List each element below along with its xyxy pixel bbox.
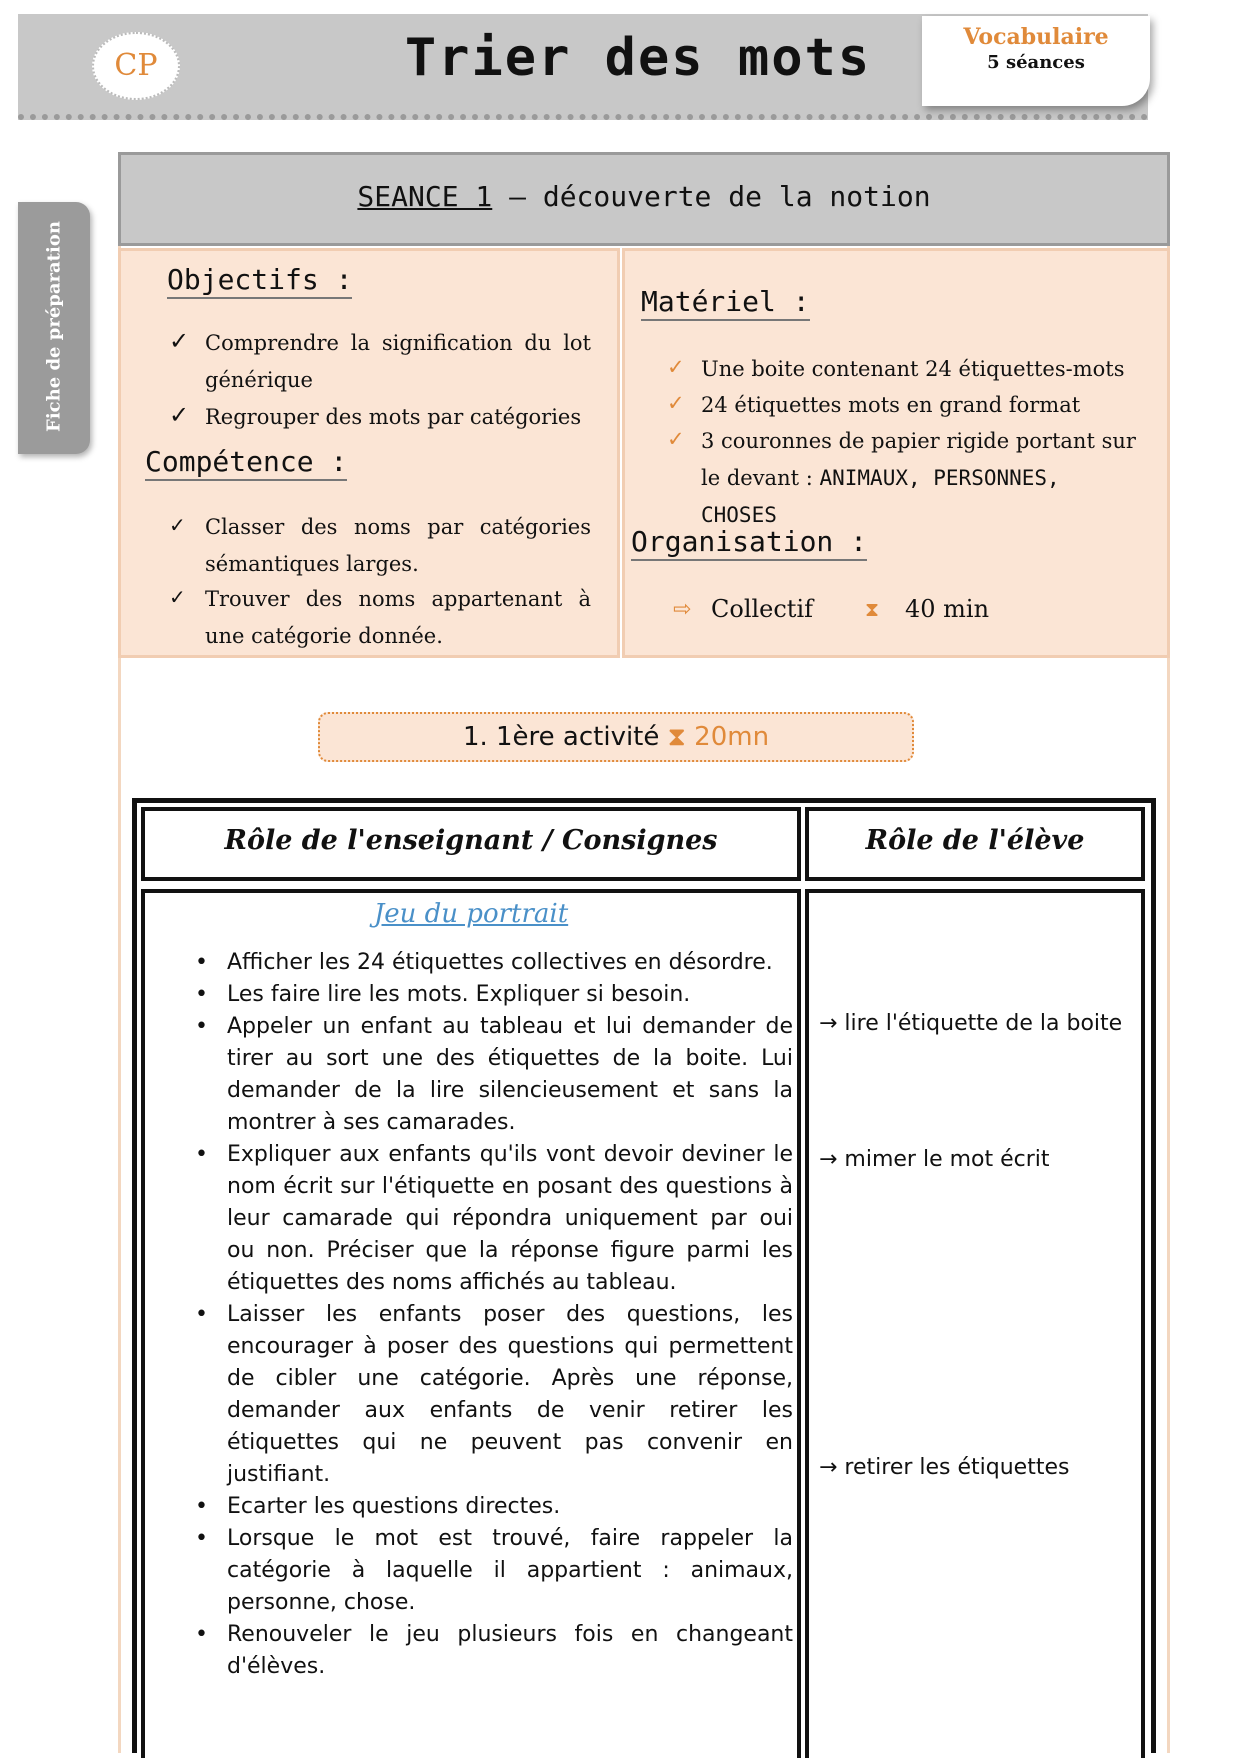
list-item: [195, 1299, 793, 1491]
bullet-icon: •: [195, 1622, 208, 1647]
checkmark-icon: ✓: [169, 401, 190, 429]
checkmark-icon: ✓: [667, 355, 685, 379]
organisation-duration: 40 min: [905, 595, 990, 623]
materiel-item: Une boite contenant 24 étiquettes-mots: [701, 357, 1125, 381]
activity-table: [132, 798, 1156, 1753]
competence-title: Compétence :: [145, 445, 347, 481]
hourglass-icon: ⧗: [667, 722, 686, 752]
side-tab: [18, 202, 90, 454]
checkmark-icon: ✓: [169, 327, 190, 355]
session-subtitle: découverte de la notion: [542, 180, 931, 213]
activity-duration: 20mn: [694, 722, 770, 752]
materiel-categories: ANIMAUX, PERSONNES, CHOSES: [701, 466, 1060, 527]
instruction-text: Appeler un enfant au tableau et lui demander de tirer au sort une des étiquettes de la boite. Lui demander de la lire silencieusement et sans la montrer à ses camarades.: [227, 1014, 793, 1135]
objectives-panel: [118, 248, 620, 658]
competence-item: Classer des noms par catégories sémantiques larges.: [205, 515, 591, 576]
organisation-title: Organisation :: [631, 525, 867, 561]
instruction-text: Ecarter les questions directes.: [227, 1494, 561, 1519]
bullet-icon: •: [195, 982, 208, 1007]
teacher-column-header: Rôle de l'enseignant / Consignes: [141, 807, 801, 881]
list-item: [195, 1619, 793, 1683]
pupil-role-cell: [805, 889, 1145, 1758]
page-title: Trier des mots: [404, 28, 872, 88]
pupil-action: → mimer le mot écrit: [819, 1147, 1050, 1172]
list-item: [195, 947, 793, 979]
activity-label: 1. 1ère activité: [462, 722, 660, 752]
arrow-right-icon: ⇨: [673, 597, 692, 622]
level-badge: CP: [92, 32, 180, 100]
bullet-icon: •: [195, 1142, 208, 1167]
teacher-instructions: [195, 947, 793, 1683]
instruction-text: Laisser les enfants poser des questions, les encourager à poser des questions qui permettent de cibler une catégorie. Après une réponse, demander aux enfants de venir retirer les étiquettes qui ne peuvent pas convenir en justifiant.: [227, 1302, 793, 1487]
instruction-text: Afficher les 24 étiquettes collectives en désordre.: [227, 950, 773, 975]
materiel-item-text: 3 couronnes de papier rigide portant sur le devant :: [701, 429, 1136, 490]
sessions-count: 5 séances: [987, 52, 1085, 73]
organisation-mode: Collectif: [711, 595, 814, 623]
side-tab-label: Fiche de préparation: [43, 221, 65, 432]
list-item: [195, 1491, 793, 1523]
materiel-item: [701, 423, 1141, 534]
bullet-icon: •: [195, 950, 208, 975]
list-item: [195, 1139, 793, 1299]
list-item: [195, 1523, 793, 1619]
objectif-item: Regrouper des mots par catégories: [205, 405, 582, 429]
objectif-item: Comprendre la signification du lot générique: [205, 331, 591, 392]
session-header: [118, 152, 1170, 246]
instruction-text: Expliquer aux enfants qu'ils vont devoir deviner le nom écrit sur l'étiquette en posant des questions à leur camarade qui répondra uniquement par oui ou non. Préciser que la réponse figure parmi les étiquettes des noms affichés au tableau.: [227, 1142, 793, 1295]
pupil-action: → retirer les étiquettes: [819, 1455, 1070, 1480]
pupil-column-header: Rôle de l'élève: [805, 807, 1145, 881]
list-item: [195, 979, 793, 1011]
session-separator: —: [509, 180, 526, 213]
checkmark-icon: ✓: [169, 585, 186, 609]
competence-item: Trouver des noms appartenant à une catégorie donnée.: [205, 587, 591, 648]
instruction-text: Renouveler le jeu plusieurs fois en changeant d'élèves.: [227, 1622, 793, 1679]
bullet-icon: •: [195, 1014, 208, 1039]
bullet-icon: •: [195, 1302, 208, 1327]
checkmark-icon: ✓: [169, 513, 186, 537]
materiel-title: Matériel :: [641, 285, 810, 321]
materiel-item: 24 étiquettes mots en grand format: [701, 393, 1081, 417]
material-panel: [622, 248, 1170, 658]
checkmark-icon: ✓: [667, 427, 685, 451]
subject-tag: [922, 16, 1150, 106]
checkmark-icon: ✓: [667, 391, 685, 415]
list-item: [195, 1011, 793, 1139]
hourglass-icon: ⧗: [865, 597, 880, 621]
session-label: SEANCE 1: [357, 180, 493, 213]
bullet-icon: •: [195, 1494, 208, 1519]
pupil-action: → lire l'étiquette de la boite: [819, 1011, 1123, 1036]
bullet-icon: •: [195, 1526, 208, 1551]
game-title: Jeu du portrait: [373, 899, 569, 929]
instruction-text: Les faire lire les mots. Expliquer si besoin.: [227, 982, 691, 1007]
subject-label: Vocabulaire: [963, 24, 1109, 50]
objectifs-title: Objectifs :: [167, 263, 352, 299]
teacher-role-cell: [141, 889, 801, 1758]
instruction-text: Lorsque le mot est trouvé, faire rappeler la catégorie à laquelle il appartient : animaux, personne, chose.: [227, 1526, 793, 1615]
activity-header: [318, 712, 914, 762]
